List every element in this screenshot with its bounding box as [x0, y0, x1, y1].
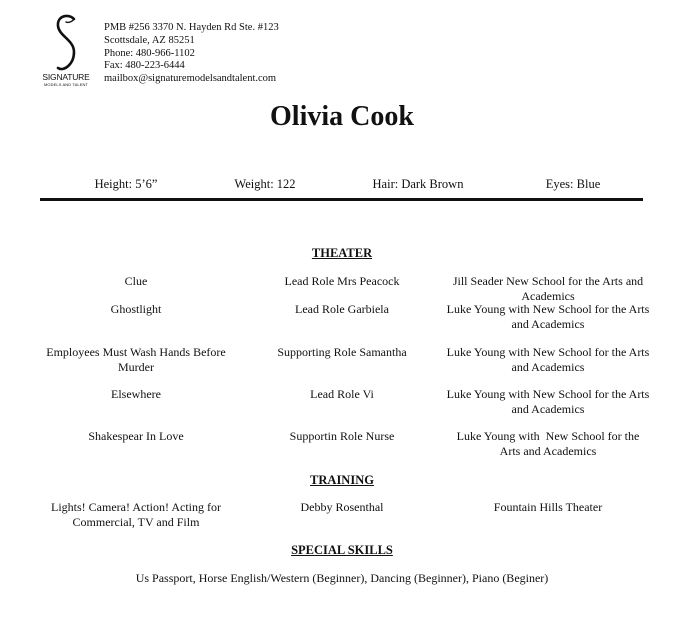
stat-height: Height: 5’6” — [94, 177, 158, 191]
training-place: Fountain Hills Theater — [493, 500, 603, 514]
theater-role: Supporting Role Samantha — [277, 345, 407, 359]
theater-company: Luke Young with New School for the Arts and Academics — [446, 302, 650, 331]
theater-company: Luke Young with New School for the Arts and Academics — [446, 345, 650, 374]
agency-phone: Phone: 480-966-1102 — [104, 47, 195, 59]
theater-title: Employees Must Wash Hands Before Murder — [46, 345, 226, 374]
theater-title: Shakespear In Love — [88, 429, 184, 443]
agency-address-line2: Scottsdale, AZ 85251 — [104, 34, 195, 46]
theater-company: Luke Young with New School for the Arts and Academics — [446, 387, 650, 416]
theater-title: Clue — [124, 274, 148, 288]
logo-wordmark: SIGNATURE — [42, 72, 90, 82]
training-course: Lights! Camera! Action! Acting for Commercial, TV and Film — [51, 500, 221, 529]
theater-company: Luke Young with New School for the Arts and Academics — [456, 429, 642, 458]
agency-address-line1: PMB #256 3370 N. Hayden Rd Ste. #123 — [104, 22, 279, 33]
theater-role: Lead Role Vi — [310, 387, 374, 401]
stat-eyes: Eyes: Blue — [545, 177, 601, 191]
theater-role: Lead Role Garbiela — [295, 302, 389, 316]
performer-name: Olivia Cook — [270, 101, 414, 132]
theater-heading: THEATER — [311, 246, 373, 260]
training-heading: TRAINING — [310, 473, 374, 487]
logo-subtitle: MODELS AND TALENT — [43, 82, 88, 87]
theater-title: Ghostlight — [110, 302, 162, 316]
special-skills-heading: SPECIAL SKILLS — [291, 543, 393, 557]
agency-fax: Fax: 480-223-6444 — [104, 60, 185, 72]
special-skills-text: Us Passport, Horse English/Western (Beginner), Dancing (Beginner), Piano (Beginer) — [135, 571, 549, 585]
agency-contact — [104, 22, 279, 86]
theater-role: Lead Role Mrs Peacock — [284, 274, 400, 288]
theater-role: Supportin Role Nurse — [289, 429, 395, 443]
signature-s-monogram-icon — [54, 14, 78, 74]
agency-logo — [36, 14, 96, 90]
agency-email: mailbox@signaturemodelsandtalent.com — [104, 73, 277, 85]
training-teacher: Debby Rosenthal — [300, 500, 384, 514]
theater-company: Jill Seader New School for the Arts and Academics — [452, 274, 644, 303]
theater-title: Elsewhere — [111, 387, 161, 401]
stat-weight: Weight: 122 — [234, 177, 296, 191]
header-divider — [40, 198, 643, 201]
stat-hair: Hair: Dark Brown — [372, 177, 464, 191]
